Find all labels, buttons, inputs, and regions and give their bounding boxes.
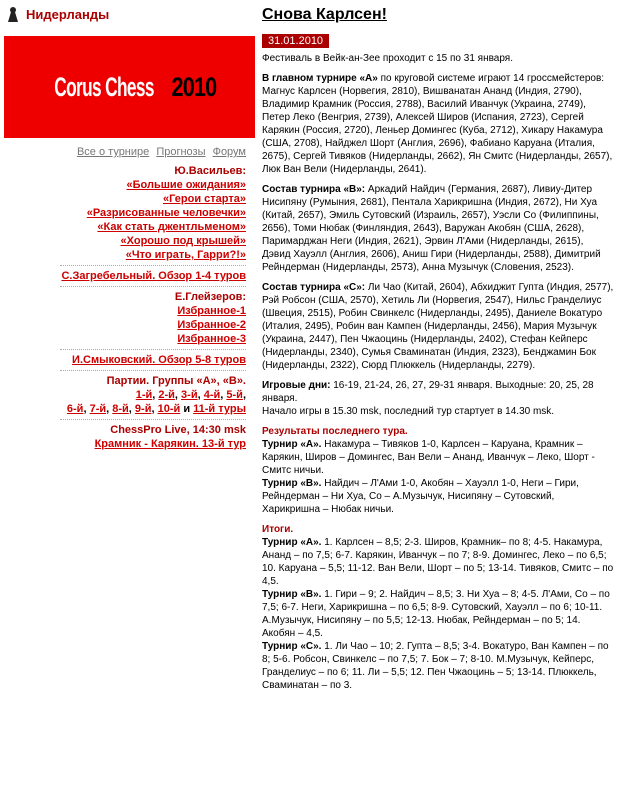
article xyxy=(258,0,618,699)
rounds-row-2: 6-й, 7-й, 8-й, 9-й, 10-й и 11-й туры xyxy=(66,403,246,415)
tabs xyxy=(0,146,258,158)
sidebar-link-zagrebelny[interactable]: С.Загребельный. Обзор 1-4 туров xyxy=(61,270,246,282)
author-gleizerov: Е.Глейзеров: xyxy=(174,291,246,303)
sidebar-link[interactable]: Избранное-1 xyxy=(177,305,246,317)
intro: Фестиваль в Вейк-ан-Зее проходит с 15 по 31 января. xyxy=(262,53,513,64)
left-column xyxy=(0,0,258,451)
chesspro-live[interactable]: ChessPro Live, 14:30 msk xyxy=(110,424,246,436)
article-title: Снова Карлсен! xyxy=(262,6,387,23)
round-link[interactable]: 3-й xyxy=(181,389,198,401)
sidebar-link[interactable]: «Разрисованные человечки» xyxy=(86,207,246,219)
sidebar-link[interactable]: Избранное-2 xyxy=(177,319,246,331)
results: Результаты последнего тура. Турнир «А». Накамура – Тивяков 1-0, Карлсен – Каруана, Крамник – Карякин, Широв – Домингес, Ван Вели – Ананд, Иванчук – Леко, Шорт - Смитс ничьи. Турнир «В». Найдич – Л'Ами 1-0, Акобян – Хауэлл 1-0, Неги – Гири, Рейндерман – Ни Хуа, Со – А.Музычук, Нисипяну – Сутовский, Харикришна – Нюбак ничьи. xyxy=(262,426,595,515)
sidebar xyxy=(0,164,258,451)
divider xyxy=(60,286,246,287)
sidebar-link[interactable]: «Большие ожидания» xyxy=(126,179,246,191)
banner-text: Corus Chess 2010 xyxy=(54,71,217,102)
tab-forum[interactable]: Форум xyxy=(212,146,246,158)
games-title: Партии. Группы «А», «В». xyxy=(106,375,246,387)
round-link[interactable]: 2-й xyxy=(158,389,175,401)
divider xyxy=(60,370,246,371)
divider xyxy=(60,419,246,420)
rounds-row-1: 1-й, 2-й, 3-й, 4-й, 5-й, xyxy=(135,389,246,401)
round-link[interactable]: 6-й xyxy=(66,403,84,415)
header-title: Нидерланды xyxy=(26,6,110,22)
tab-forecasts[interactable]: Прогнозы xyxy=(156,146,206,158)
site-header xyxy=(0,0,258,28)
round-link[interactable]: 7-й xyxy=(89,403,107,415)
divider xyxy=(60,265,246,266)
paragraph-b: Состав турнира «В»: Аркадий Найдич (Германия, 2687), Ливиу-Дитер Нисипяну (Румыния, 2681), Пентала Харикришна (Индия, 2672), Ни Хуа (Китай, 2657), Эмиль Сутовский (Израиль, 2657), Уэсли Со (Филиппины, 2656), Томи Нюбак (Финляндия, 2643), Варужан Акобян (США, 2628), Паримарджан Неги (Индия, 2621), Эрвин Л'Ами (Нидерланды, 2615), Дэвид Хауэлл (Англия, 2606), Аниш Гири (Нидерланды, 2588), Димитрий Рейндерман (Нидерланды, 2573), Анна Музычук (Словения, 2523). xyxy=(262,184,601,273)
paragraph-a: В главном турнире «А» по круговой системе играют 14 гроссмейстеров: Магнус Карлсен (Норвегия, 2810), Вишванатан Ананд (Индия, 2790), Владимир Крамник (Россия, 2788), Василий Иванчук (Украина, 2749), Петер Леко (Венгрия, 2739), Алексей Широв (Испания, 2723), Сергей Карякин (Россия, 2720), Леньер Домингес (Куба, 2712), Хикару Накамура (США, 2708), Найджел Шорт (Англия, 2696), Фабиано Каруана (Италия, 2675), Сергей Тивяков (Нидерланды, 2662), Ян Смитс (Нидерланды, 2657), Люк Ван Вели (Нидерланды, 2641). xyxy=(262,73,613,175)
sidebar-link[interactable]: «Что играть, Гарри?!» xyxy=(125,249,246,261)
corus-banner[interactable] xyxy=(4,36,255,138)
round-link[interactable]: 4-й xyxy=(203,389,221,401)
totals: Итоги. Турнир «А». 1. Карлсен – 8,5; 2-3. Широв, Крамник– по 8; 4-5. Накамура, Ананд – по 7,5; 6-7. Карякин, Иванчук – по 7; 8-9. Домингес, Леко – по 6,5; 10. Каруана – 5,5; 11-12. Ван Вели, Шорт – по 5; 13-14. Тивяков, Смитс – по 4,5. Турнир «В». 1. Гири – 9; 2. Найдич – 8,5; 3. Ни Хуа – 8; 4-5. Л'Ами, Со – по 7,5; 6-7. Неги, Харикришна – по 6,5; 8-9. Сутовский, Хауэлл – по 6; 10-11. А.Музычук, Нисипяну – по 5,5; 12-13. Нюбак, Рейндерман – по 5; 14. Акобян – 4,5. Турнир «С». 1. Ли Чао – 10; 2. Гупта – 8,5; 3-4. Вокатуро, Ван Кампен – по 8; 5-6. Робсон, Свинкелс – по 7,5; 7. Бок – 7; 8-10. М.Музычук, Кейперс, Гранделиус – по 6; 11. Ли – 5,5; 12. Пен Чжаоцинь – 5; 13-14. Плюккель, Сваминатан – по 3. xyxy=(262,524,614,691)
sidebar-link-smykovsky[interactable]: И.Смыковский. Обзор 5-8 туров xyxy=(72,354,246,366)
paragraph-c: Состав турнира «С»: Ли Чао (Китай, 2604), Абхиджит Гупта (Индия, 2577), Рэй Робсон (США, 2570), Хетиль Ли (Норвегия, 2547), Нильс Гранделиус (Швеция, 2515), Робин Свинкелс (Нидерланды, 2495), Даниеле Вокатуро (Италия, 2495), Робин ван Кампен (Нидерланды, 2456), Мария Музычук (Украина, 2447), Пен Чжаоцинь (Нидерланды, 2402), Стефан Кейперс (Нидерланды, 2340), Сумья Сваминатан (Индия, 2323), Бенджамин Бок (Нидерланды, 2322), Сюрд Плюккель (Нидерланды, 2279). xyxy=(262,282,614,371)
pawn-icon xyxy=(6,6,20,22)
sidebar-link[interactable]: Избранное-3 xyxy=(177,333,246,345)
sidebar-link[interactable]: «Как стать джентльменом» xyxy=(97,221,246,233)
article-body xyxy=(258,52,618,692)
tab-about[interactable]: Все о турнире xyxy=(76,146,150,158)
sidebar-link-kramnik-karjakin[interactable]: Крамник - Карякин. 13-й тур xyxy=(94,438,246,450)
article-date: 31.01.2010 xyxy=(262,34,329,48)
round-link[interactable]: 1-й xyxy=(135,389,153,401)
paragraph-days: Игровые дни: 16-19, 21-24, 26, 27, 29-31 января. Выходные: 20, 25, 28 января. Начало игры в 15.30 msk, последний тур стартует в 14.30 msk. xyxy=(262,380,594,417)
round-link[interactable]: 10-й xyxy=(157,403,181,415)
round-link[interactable]: 5-й xyxy=(226,389,243,401)
round-link[interactable]: 9-й xyxy=(134,403,152,415)
round-link[interactable]: 11-й туры xyxy=(193,403,246,415)
divider xyxy=(60,349,246,350)
author-vasiliev: Ю.Васильев: xyxy=(174,165,246,177)
round-link[interactable]: 8-й xyxy=(112,403,129,415)
sidebar-link[interactable]: «Хорошо под крышей» xyxy=(120,235,246,247)
sidebar-link[interactable]: «Герои старта» xyxy=(163,193,246,205)
